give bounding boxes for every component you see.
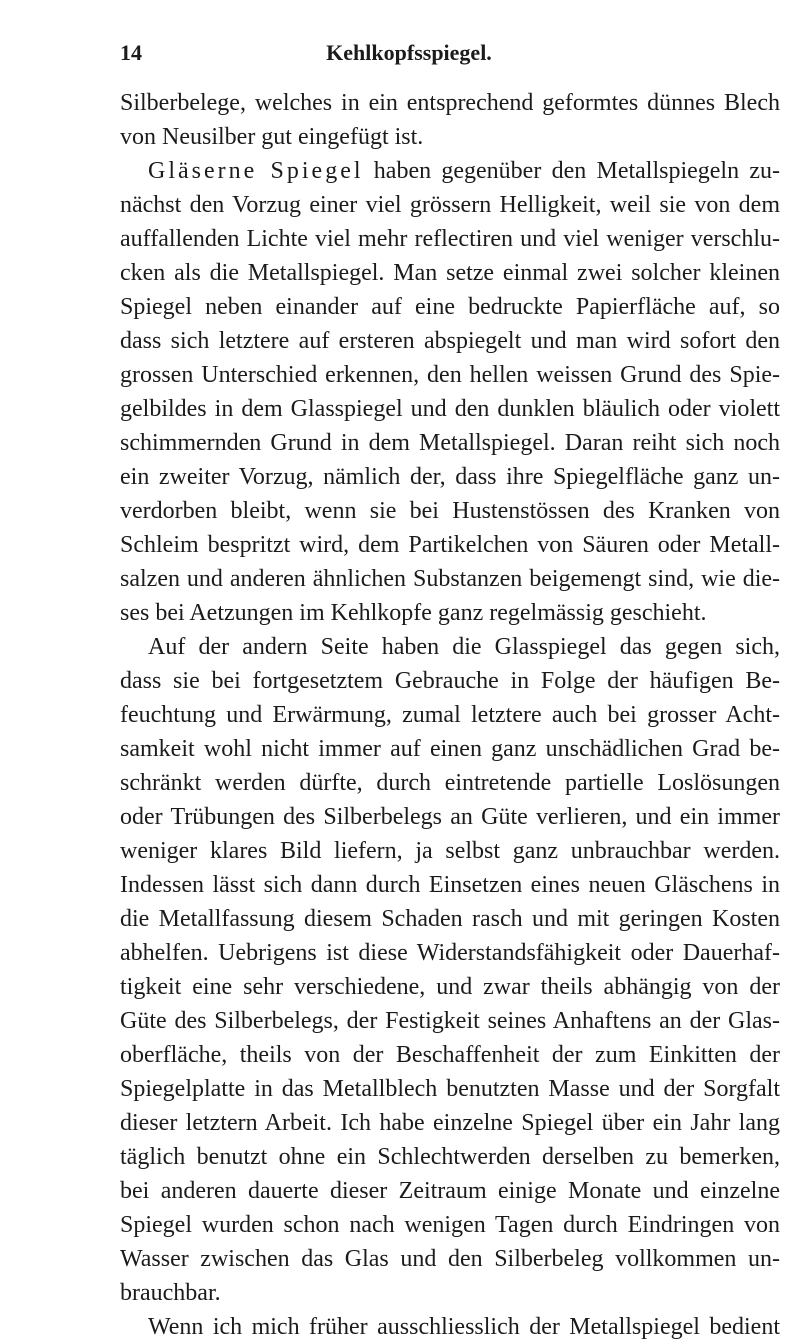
- text-line: die Metallfassung diesem Schaden rasch und mit geringen Kosten: [120, 906, 780, 932]
- running-title: Kehlkopfsspiegel.: [326, 40, 492, 65]
- text-line: Spiegel wurden schon nach wenigen Tagen durch Eindringen von: [120, 1212, 780, 1238]
- text-line: Auf der andern Seite haben die Glasspiegel das gegen sich,: [148, 634, 780, 660]
- text-line: bei anderen dauerte dieser Zeitraum einige Monate und einzelne: [120, 1178, 780, 1204]
- text-line: tigkeit eine sehr verschiedene, und zwar theils abhängig von der: [120, 974, 780, 1000]
- text-line: feuchtung und Erwärmung, zumal letztere auch bei grosser Acht-: [120, 702, 780, 728]
- text-line: ses bei Aetzungen im Kehlkopfe ganz regelmässig geschieht.: [120, 600, 707, 626]
- text-line: Wasser zwischen das Glas und den Silberbeleg vollkommen un-: [120, 1246, 780, 1272]
- text-line: cken als die Metallspiegel. Man setze einmal zwei solcher kleinen: [120, 260, 780, 286]
- text-line: abhelfen. Uebrigens ist diese Widerstandsfähigkeit oder Dauerhaf-: [120, 940, 780, 966]
- emphasized-term: Gläserne Spiegel: [148, 158, 364, 184]
- line-text: haben gegenüber den Metallspiegeln zu-: [363, 158, 781, 184]
- text-line: schränkt werden dürfte, durch eintretende partielle Loslösungen: [120, 770, 780, 796]
- text-line: täglich benutzt ohne ein Schlechtwerden derselben zu bemerken,: [120, 1144, 780, 1170]
- text-line: oder Trübungen des Silberbelegs an Güte verlieren, und ein immer: [120, 804, 780, 830]
- text-line: verdorben bleibt, wenn sie bei Hustenstössen des Kranken von: [120, 498, 780, 524]
- text-line: oberfläche, theils von der Beschaffenheit der zum Einkitten der: [120, 1042, 780, 1068]
- text-line: dass sich letztere auf ersteren abspiegelt und man wird sofort den: [120, 328, 780, 354]
- page-number: 14: [120, 40, 142, 65]
- text-line: samkeit wohl nicht immer auf einen ganz unschädlichen Grad be-: [120, 736, 780, 762]
- text-line: schimmernden Grund in dem Metallspiegel. Daran reiht sich noch: [120, 430, 780, 456]
- text-line: [120, 154, 780, 188]
- text-line: brauchbar.: [120, 1280, 221, 1306]
- text-line: ein zweiter Vorzug, nämlich der, dass ihre Spiegelfläche ganz un-: [120, 464, 780, 490]
- text-line: weniger klares Bild liefern, ja selbst ganz unbrauchbar werden.: [120, 838, 780, 864]
- text-line: Indessen lässt sich dann durch Einsetzen eines neuen Gläschens in: [120, 872, 780, 898]
- text-line: Spiegel neben einander auf eine bedruckte Papierfläche auf, so: [120, 294, 780, 320]
- text-line: dieser letztern Arbeit. Ich habe einzelne Spiegel über ein Jahr lang: [120, 1110, 780, 1136]
- text-line: Güte des Silberbelegs, der Festigkeit seines Anhaftens an der Glas-: [120, 1008, 780, 1034]
- text-line: Schleim bespritzt wird, dem Partikelchen von Säuren oder Metall-: [120, 532, 780, 558]
- body-text: [120, 86, 780, 1344]
- text-line: salzen und anderen ähnlichen Substanzen beigemengt sind, wie die-: [120, 566, 780, 592]
- page-header: [120, 40, 698, 70]
- text-line: grossen Unterschied erkennen, den hellen weissen Grund des Spie-: [120, 362, 780, 388]
- text-line: von Neusilber gut eingefügt ist.: [120, 124, 424, 150]
- text-line: auffallenden Lichte viel mehr reflectiren und viel weniger verschlu-: [120, 226, 780, 252]
- text-line: nächst den Vorzug einer viel grössern Helligkeit, weil sie von dem: [120, 192, 780, 218]
- text-line: Silberbelege, welches in ein entsprechend geformtes dünnes Blech: [120, 90, 780, 116]
- text-line: dass sie bei fortgesetztem Gebrauche in Folge der häufigen Be-: [120, 668, 780, 694]
- text-line: Wenn ich mich früher ausschliesslich der Metallspiegel bedient: [148, 1314, 780, 1340]
- text-line: Spiegelplatte in das Metallblech benutzten Masse und der Sorgfalt: [120, 1076, 780, 1102]
- text-line: gelbildes in dem Glasspiegel und den dunklen bläulich oder violett: [120, 396, 780, 422]
